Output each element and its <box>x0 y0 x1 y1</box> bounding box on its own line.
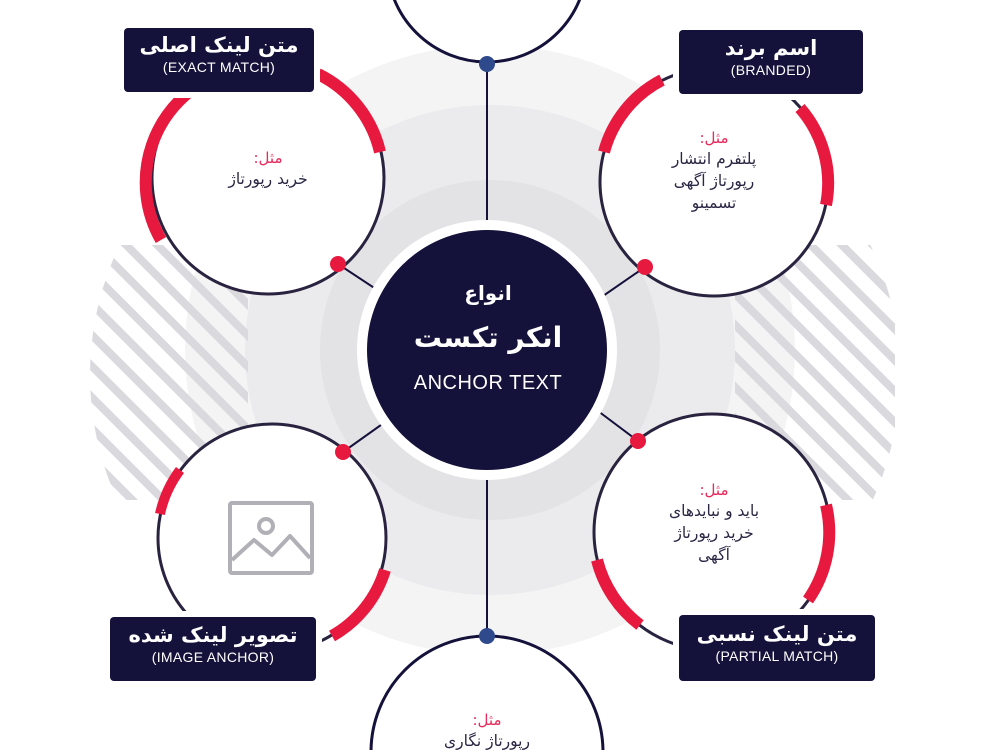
dot-image-anchor <box>335 444 351 460</box>
label-partial-match <box>679 615 875 681</box>
example-partial-match-line: خرید رپورتاژ <box>674 524 754 542</box>
example-branded-line: پلتفرم انتشار <box>671 150 757 168</box>
example-partial-match-line: آگهی <box>698 546 730 564</box>
example-branded-line: تسمینو <box>691 194 737 212</box>
center-title-line1: انواع <box>464 281 512 305</box>
label-exact-match-en: (EXACT MATCH) <box>162 59 276 75</box>
center-title-english: ANCHOR TEXT <box>413 372 563 394</box>
example-exact-match-label: مثل: <box>253 149 283 167</box>
example-branded-label: مثل: <box>699 129 729 147</box>
example-bottom <box>397 710 577 752</box>
center-title-line2: انکر تکست <box>413 321 563 354</box>
example-bottom-label: مثل: <box>472 711 502 729</box>
dot-bottom <box>479 628 495 644</box>
label-branded-fa: اسم برند <box>724 36 818 60</box>
dot-exact-match <box>330 256 346 272</box>
label-branded-en: (BRANDED) <box>730 62 812 78</box>
example-branded-line: رپورتاژ آگهی <box>673 172 755 190</box>
example-exact-match <box>178 148 358 190</box>
example-bottom-text: رپورتاژ نگاری <box>444 732 530 750</box>
label-exact-match-fa: متن لینک اصلی <box>139 33 299 57</box>
example-partial-match <box>624 480 804 566</box>
label-image-anchor-fa: تصویر لینک شده <box>128 623 298 647</box>
label-image-anchor <box>110 617 316 681</box>
dot-branded <box>637 259 653 275</box>
example-partial-match-line: باید و نبایدهای <box>668 502 760 520</box>
example-partial-match-label: مثل: <box>699 481 729 499</box>
label-partial-match-fa: متن لینک نسبی <box>696 622 858 646</box>
label-exact-match <box>124 28 314 92</box>
label-partial-match-en: (PARTIAL MATCH) <box>715 648 839 664</box>
dot-top <box>479 56 495 72</box>
example-exact-match-text: خرید رپورتاژ <box>228 170 308 188</box>
dot-partial-match <box>630 433 646 449</box>
label-image-anchor-en: (IMAGE ANCHOR) <box>151 649 275 665</box>
center-title <box>368 262 608 396</box>
example-branded <box>624 128 804 214</box>
label-branded <box>679 30 863 94</box>
